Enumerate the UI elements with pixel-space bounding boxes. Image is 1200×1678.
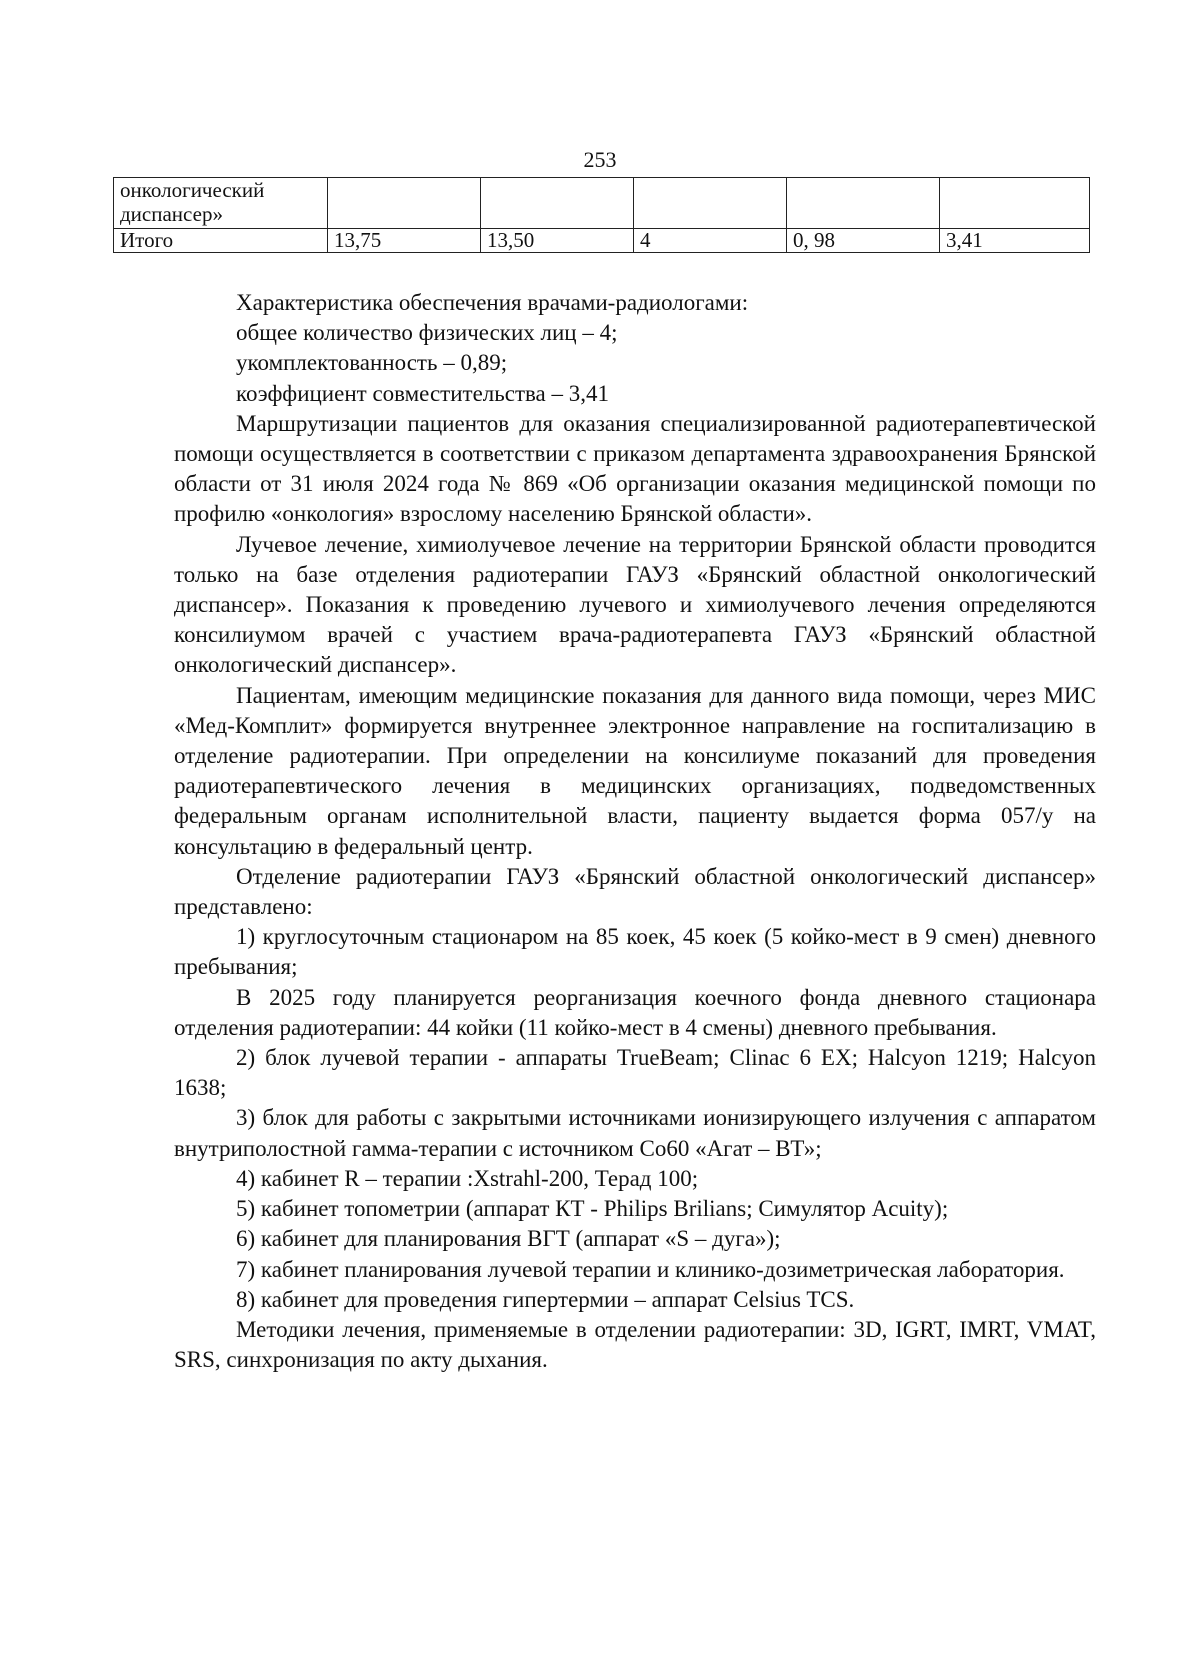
table-cell: 13,75 — [328, 229, 481, 253]
table-row — [114, 229, 1090, 253]
table-cell: Итого — [114, 229, 328, 253]
table-cell: онкологический диспансер» — [114, 178, 328, 229]
list-item: 3) блок для работы с закрытыми источниками ионизирующего излучения с аппаратом внутриполостной гамма-терапии с источником Со60 «Агат – ВТ»; — [174, 1105, 1096, 1161]
table-cell — [787, 178, 940, 229]
list-item: 7) кабинет планирования лучевой терапии и клинико-дозиметрическая лаборатория. — [236, 1256, 1065, 1282]
table-row — [114, 178, 1090, 229]
paragraph: Пациентам, имеющим медицинские показания для данного вида помощи, через МИС «Мед-Комплит» формируется внутреннее электронное направление на госпитализацию в отделение радиотерапии. При определении на консилиуме показаний для проведения радиотерапевтического лечения в медицинских организациях, подведомственных федеральным органам исполнительной власти, пациенту выдается форма 057/у на консультацию в федеральный центр. — [174, 682, 1096, 859]
list-item: 8) кабинет для проведения гипертермии – аппарат Celsius TCS. — [236, 1286, 855, 1312]
table-cell: 4 — [634, 229, 787, 253]
list-item: 4) кабинет R – терапии :Xstrahl-200, Терад 100; — [236, 1165, 699, 1191]
table-cell — [328, 178, 481, 229]
paragraph: укомплектованность – 0,89; — [236, 350, 508, 376]
table-cell — [481, 178, 634, 229]
paragraph: Отделение радиотерапии ГАУЗ «Брянский областной онкологический диспансер» представлено: — [174, 863, 1096, 920]
list-item: 5) кабинет топометрии (аппарат КТ - Philips Brilians; Симулятор Acuity); — [236, 1196, 949, 1222]
table-cell — [940, 178, 1090, 229]
page-number: 253 — [583, 147, 617, 172]
paragraph: Лучевое лечение, химиолучевое лечение на территории Брянской области проводится только на базе отделения радиотерапии ГАУЗ «Брянский областной онкологический диспансер». Показания к проведению лучевого и химиолучевого лечения определяются консилиумом врачей с участием врача-радиотерапевта ГАУЗ «Брянский областной онкологический диспансер». — [174, 531, 1096, 678]
staffing-table — [113, 177, 1090, 253]
table-cell — [634, 178, 787, 229]
paragraph: В 2025 году планируется реорганизация коечного фонда дневного стационара отделения радиотерапии: 44 койки (11 койко-мест в 4 смены) дневного пребывания. — [174, 984, 1096, 1040]
table-cell: 13,50 — [481, 229, 634, 253]
paragraph: коэффициент совместительства – 3,41 — [236, 380, 610, 406]
paragraph: Маршрутизации пациентов для оказания специализированной радиотерапевтической помощи осуществляется в соответствии с приказом департамента здравоохранения Брянской области от 31 июля 2024 года № 869 «Об организации оказания медицинской помощи по профилю «онкология» взрослому населению Брянской области». — [174, 410, 1096, 527]
document-body — [174, 288, 1096, 1375]
list-item: 2) блок лучевой терапии - аппараты TrueBeam; Clinac 6 EX; Halcyon 1219; Halcyon 1638; — [174, 1045, 1096, 1101]
list-item: 6) кабинет для планирования ВГТ (аппарат «S – дуга»); — [236, 1226, 781, 1252]
paragraph: Методики лечения, применяемые в отделении радиотерапии: 3D, IGRT, IMRT, VMAT, SRS, синхронизация по акту дыхания. — [174, 1316, 1096, 1373]
table-cell: 0, 98 — [787, 229, 940, 253]
table-cell: 3,41 — [940, 229, 1090, 253]
paragraph: 1) круглосуточным стационаром на 85 коек, 45 коек (5 койко-мест в 9 смен) дневного пребывания; — [174, 924, 1096, 980]
staffing-heading: Характеристика обеспечения врачами-радиологами: — [236, 290, 749, 315]
paragraph: общее количество физических лиц – 4; — [236, 320, 618, 346]
